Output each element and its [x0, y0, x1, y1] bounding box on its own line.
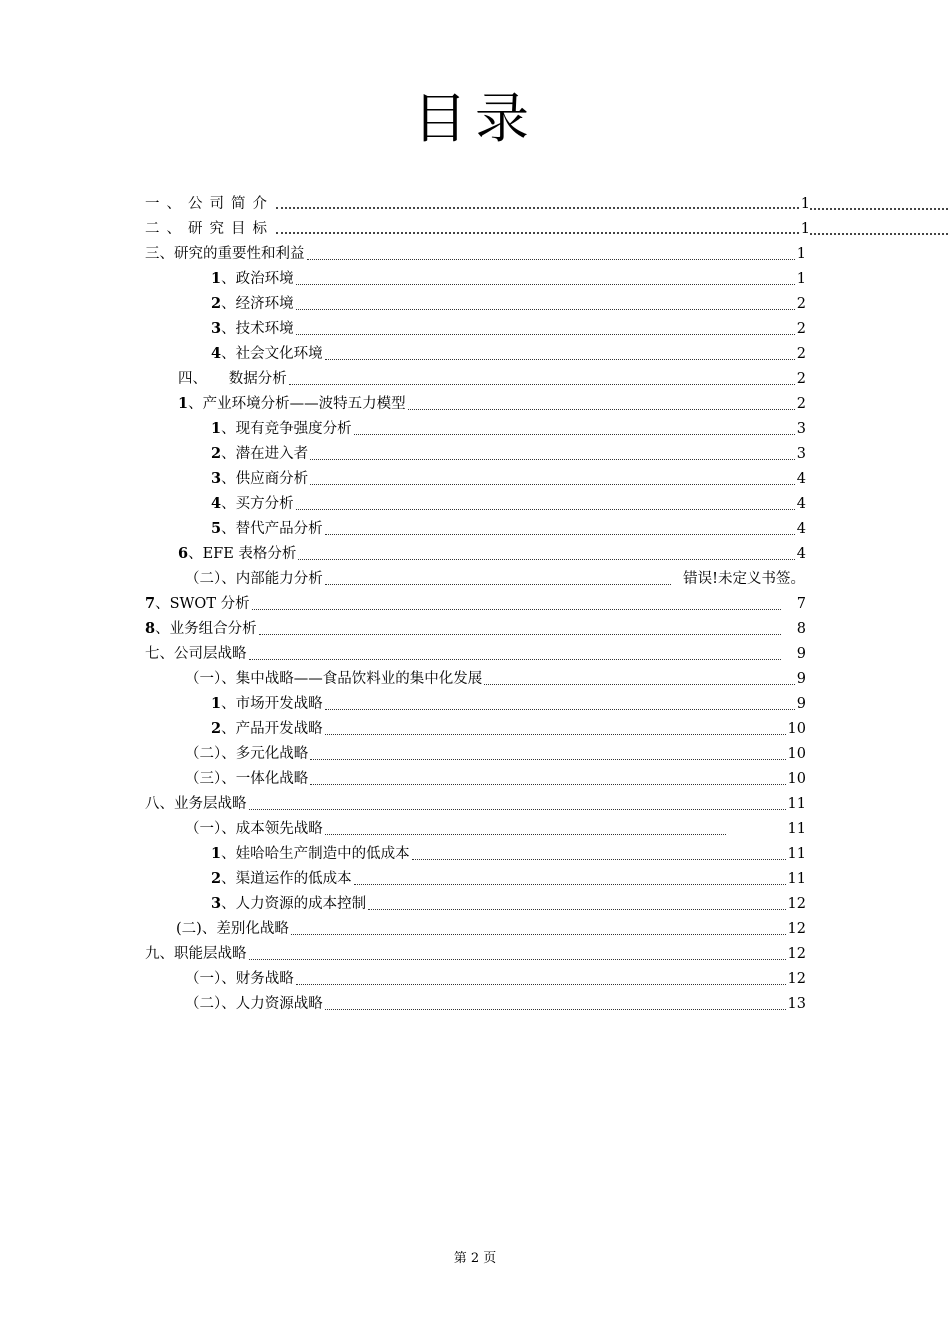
toc-entry-label: 1、政治环境	[211, 270, 294, 287]
toc-entry-label: 2、潜在进入者	[211, 445, 309, 462]
toc-entry[interactable]	[185, 664, 806, 689]
toc-entry-page: 10	[787, 746, 806, 762]
leader-dots	[310, 483, 795, 485]
toc-entry[interactable]	[211, 514, 806, 539]
toc-entry-label: （三）、一体化战略	[185, 771, 309, 787]
toc-entry-page: 3	[796, 421, 806, 437]
toc-entry[interactable]	[145, 939, 806, 964]
toc-entry-label: 2、经济环境	[211, 295, 294, 312]
leader-dots	[307, 258, 795, 260]
toc-entry-page: 1	[796, 246, 806, 262]
toc-entry[interactable]	[211, 839, 806, 864]
toc-entry[interactable]	[211, 689, 806, 714]
toc-entry-page: 4	[796, 546, 806, 562]
toc-entry-label: （二）、内部能力分析	[185, 571, 323, 587]
toc-entry[interactable]	[145, 239, 806, 264]
leader-dots	[325, 733, 786, 735]
leader-dots	[412, 858, 786, 860]
leader-dots	[325, 1008, 786, 1010]
leader-dots	[249, 958, 786, 960]
leader-dots	[310, 458, 795, 460]
toc-entry-page: 2	[796, 371, 806, 387]
leader-dots-overflow	[810, 207, 948, 210]
leader-dots	[296, 983, 786, 985]
leader-dots	[296, 508, 795, 510]
toc-entry[interactable]	[185, 814, 806, 839]
toc-entry-page: 10	[787, 721, 806, 737]
toc-entry-label: 8、业务组合分析	[145, 620, 257, 637]
toc-entry[interactable]	[185, 764, 806, 789]
leader-dots	[484, 683, 795, 685]
toc-entry-label: 6、EFE 表格分析	[178, 545, 297, 562]
page-number-footer: 第 2 页	[453, 1251, 497, 1266]
toc-entry-page: 9	[796, 696, 806, 712]
toc-entry-page: 1	[796, 271, 806, 287]
toc-entry[interactable]	[185, 989, 806, 1014]
toc-entry-page: 2	[796, 346, 806, 362]
toc-entry[interactable]	[185, 564, 805, 589]
leader-dots	[252, 608, 781, 610]
leader-dots	[325, 533, 795, 535]
leader-dots	[296, 283, 795, 285]
toc-entry-page: 1	[800, 221, 810, 237]
toc-entry[interactable]	[211, 889, 806, 914]
toc-entry-label: 七、公司层战略	[145, 646, 247, 662]
leader-dots	[249, 808, 786, 810]
toc-entry[interactable]	[145, 789, 806, 814]
leader-dots	[276, 206, 799, 209]
toc-entry-page: 4	[796, 471, 806, 487]
toc-entry-label: 5、替代产品分析	[211, 520, 323, 537]
toc-entry[interactable]	[178, 539, 806, 564]
toc-entry-page: 2	[796, 296, 806, 312]
toc-entry[interactable]	[176, 914, 806, 939]
toc-entry[interactable]	[145, 614, 806, 639]
leader-dots	[276, 231, 799, 234]
leader-dots	[310, 758, 785, 760]
toc-entry-page: 7	[796, 596, 806, 612]
toc-entry-label: 3、技术环境	[211, 320, 294, 337]
leader-dots	[325, 358, 795, 360]
toc-entry-page: 11	[787, 846, 806, 862]
leader-dots	[325, 708, 795, 710]
toc-entry-label: 二、研究目标	[145, 221, 274, 237]
toc-entry-page: 9	[796, 646, 806, 662]
toc-entry[interactable]	[211, 264, 806, 289]
toc-entry-label: 九、职能层战略	[145, 946, 247, 962]
toc-entry-page: 4	[796, 496, 806, 512]
toc-entry[interactable]	[211, 439, 806, 464]
toc-entry-page: 2	[796, 396, 806, 412]
toc-entry-page: 1	[800, 196, 810, 212]
toc-entry-label: 4、社会文化环境	[211, 345, 323, 362]
toc-entry-label: （一）、成本领先战略	[185, 821, 323, 837]
toc-entry-page: 3	[796, 446, 806, 462]
toc-entry-page: 2	[796, 321, 806, 337]
page-title: 目录	[413, 87, 537, 150]
toc-entry-label: 四、 数据分析	[178, 371, 287, 387]
toc-entry-page: 11	[787, 871, 806, 887]
toc-entry-page: 10	[787, 771, 806, 787]
toc-entry[interactable]	[211, 314, 806, 339]
leader-dots	[296, 308, 795, 310]
toc-entry[interactable]	[145, 639, 806, 664]
toc-entry-page: 12	[787, 896, 806, 912]
toc-entry-label: 3、供应商分析	[211, 470, 309, 487]
leader-dots	[310, 783, 785, 785]
toc-entry-page: 12	[787, 921, 806, 937]
toc-entry-page: 13	[787, 996, 806, 1012]
leader-dots	[289, 383, 795, 385]
toc-entry[interactable]	[145, 589, 806, 614]
toc-entry[interactable]	[145, 214, 810, 239]
leader-dots	[291, 933, 786, 935]
toc-entry-page: 11	[787, 821, 806, 837]
toc-entry[interactable]	[211, 289, 806, 314]
toc-entry-label: 3、人力资源的成本控制	[211, 895, 367, 912]
toc-entry[interactable]	[185, 739, 806, 764]
toc-entry-page: 11	[787, 796, 806, 812]
toc-entry-label: 2、产品开发战略	[211, 720, 323, 737]
toc-entry[interactable]	[211, 864, 806, 889]
toc-entry[interactable]	[145, 189, 810, 214]
leader-dots	[259, 633, 781, 635]
toc-entry-label: 2、渠道运作的低成本	[211, 870, 352, 887]
toc-entry[interactable]	[178, 389, 806, 414]
toc-entry-error-text: 错误!未定义书签。	[683, 571, 805, 587]
leader-dots	[296, 333, 795, 335]
leader-dots	[325, 833, 726, 835]
toc-entry-label: 三、研究的重要性和利益	[145, 246, 305, 262]
toc-entry-page: 8	[796, 621, 806, 637]
toc-entry[interactable]	[211, 339, 806, 364]
toc-entry-page: 4	[796, 521, 806, 537]
toc-entry-label: 4、买方分析	[211, 495, 294, 512]
leader-dots	[368, 908, 785, 910]
leader-dots	[354, 433, 795, 435]
toc-entry-page: 9	[796, 671, 806, 687]
toc-entry[interactable]	[211, 464, 806, 489]
leader-dots-overflow	[810, 232, 948, 235]
toc-entry-label: 1、产业环境分析——波特五力模型	[178, 395, 406, 412]
toc-entry-label: (二)、差别化战略	[176, 921, 289, 937]
toc-entry-label: （一）、财务战略	[185, 971, 294, 987]
leader-dots	[298, 558, 794, 560]
toc-entry-label: （二）、多元化战略	[185, 746, 309, 762]
toc-entry-label: 7、SWOT 分析	[145, 595, 250, 612]
leader-dots	[354, 883, 786, 885]
toc-entry[interactable]	[185, 964, 806, 989]
toc-entry-label: （二）、人力资源战略	[185, 996, 323, 1012]
toc-entry-page: 12	[787, 946, 806, 962]
toc-entry[interactable]	[178, 364, 806, 389]
toc-entry-label: 八、业务层战略	[145, 796, 247, 812]
leader-dots	[408, 408, 795, 410]
toc-entry-label: （一）、集中战略——食品饮料业的集中化发展	[185, 671, 483, 687]
leader-dots	[249, 658, 781, 660]
toc-entry-label: 1、市场开发战略	[211, 695, 323, 712]
toc-entry[interactable]	[211, 489, 806, 514]
toc-entry-page: 12	[787, 971, 806, 987]
toc-entry[interactable]	[211, 414, 806, 439]
toc-entry-label: 一、公司简介	[145, 196, 274, 212]
leader-dots	[325, 583, 671, 585]
toc-entry-label: 1、娃哈哈生产制造中的低成本	[211, 845, 410, 862]
toc-entry[interactable]	[211, 714, 806, 739]
toc-entry-label: 1、现有竞争强度分析	[211, 420, 352, 437]
